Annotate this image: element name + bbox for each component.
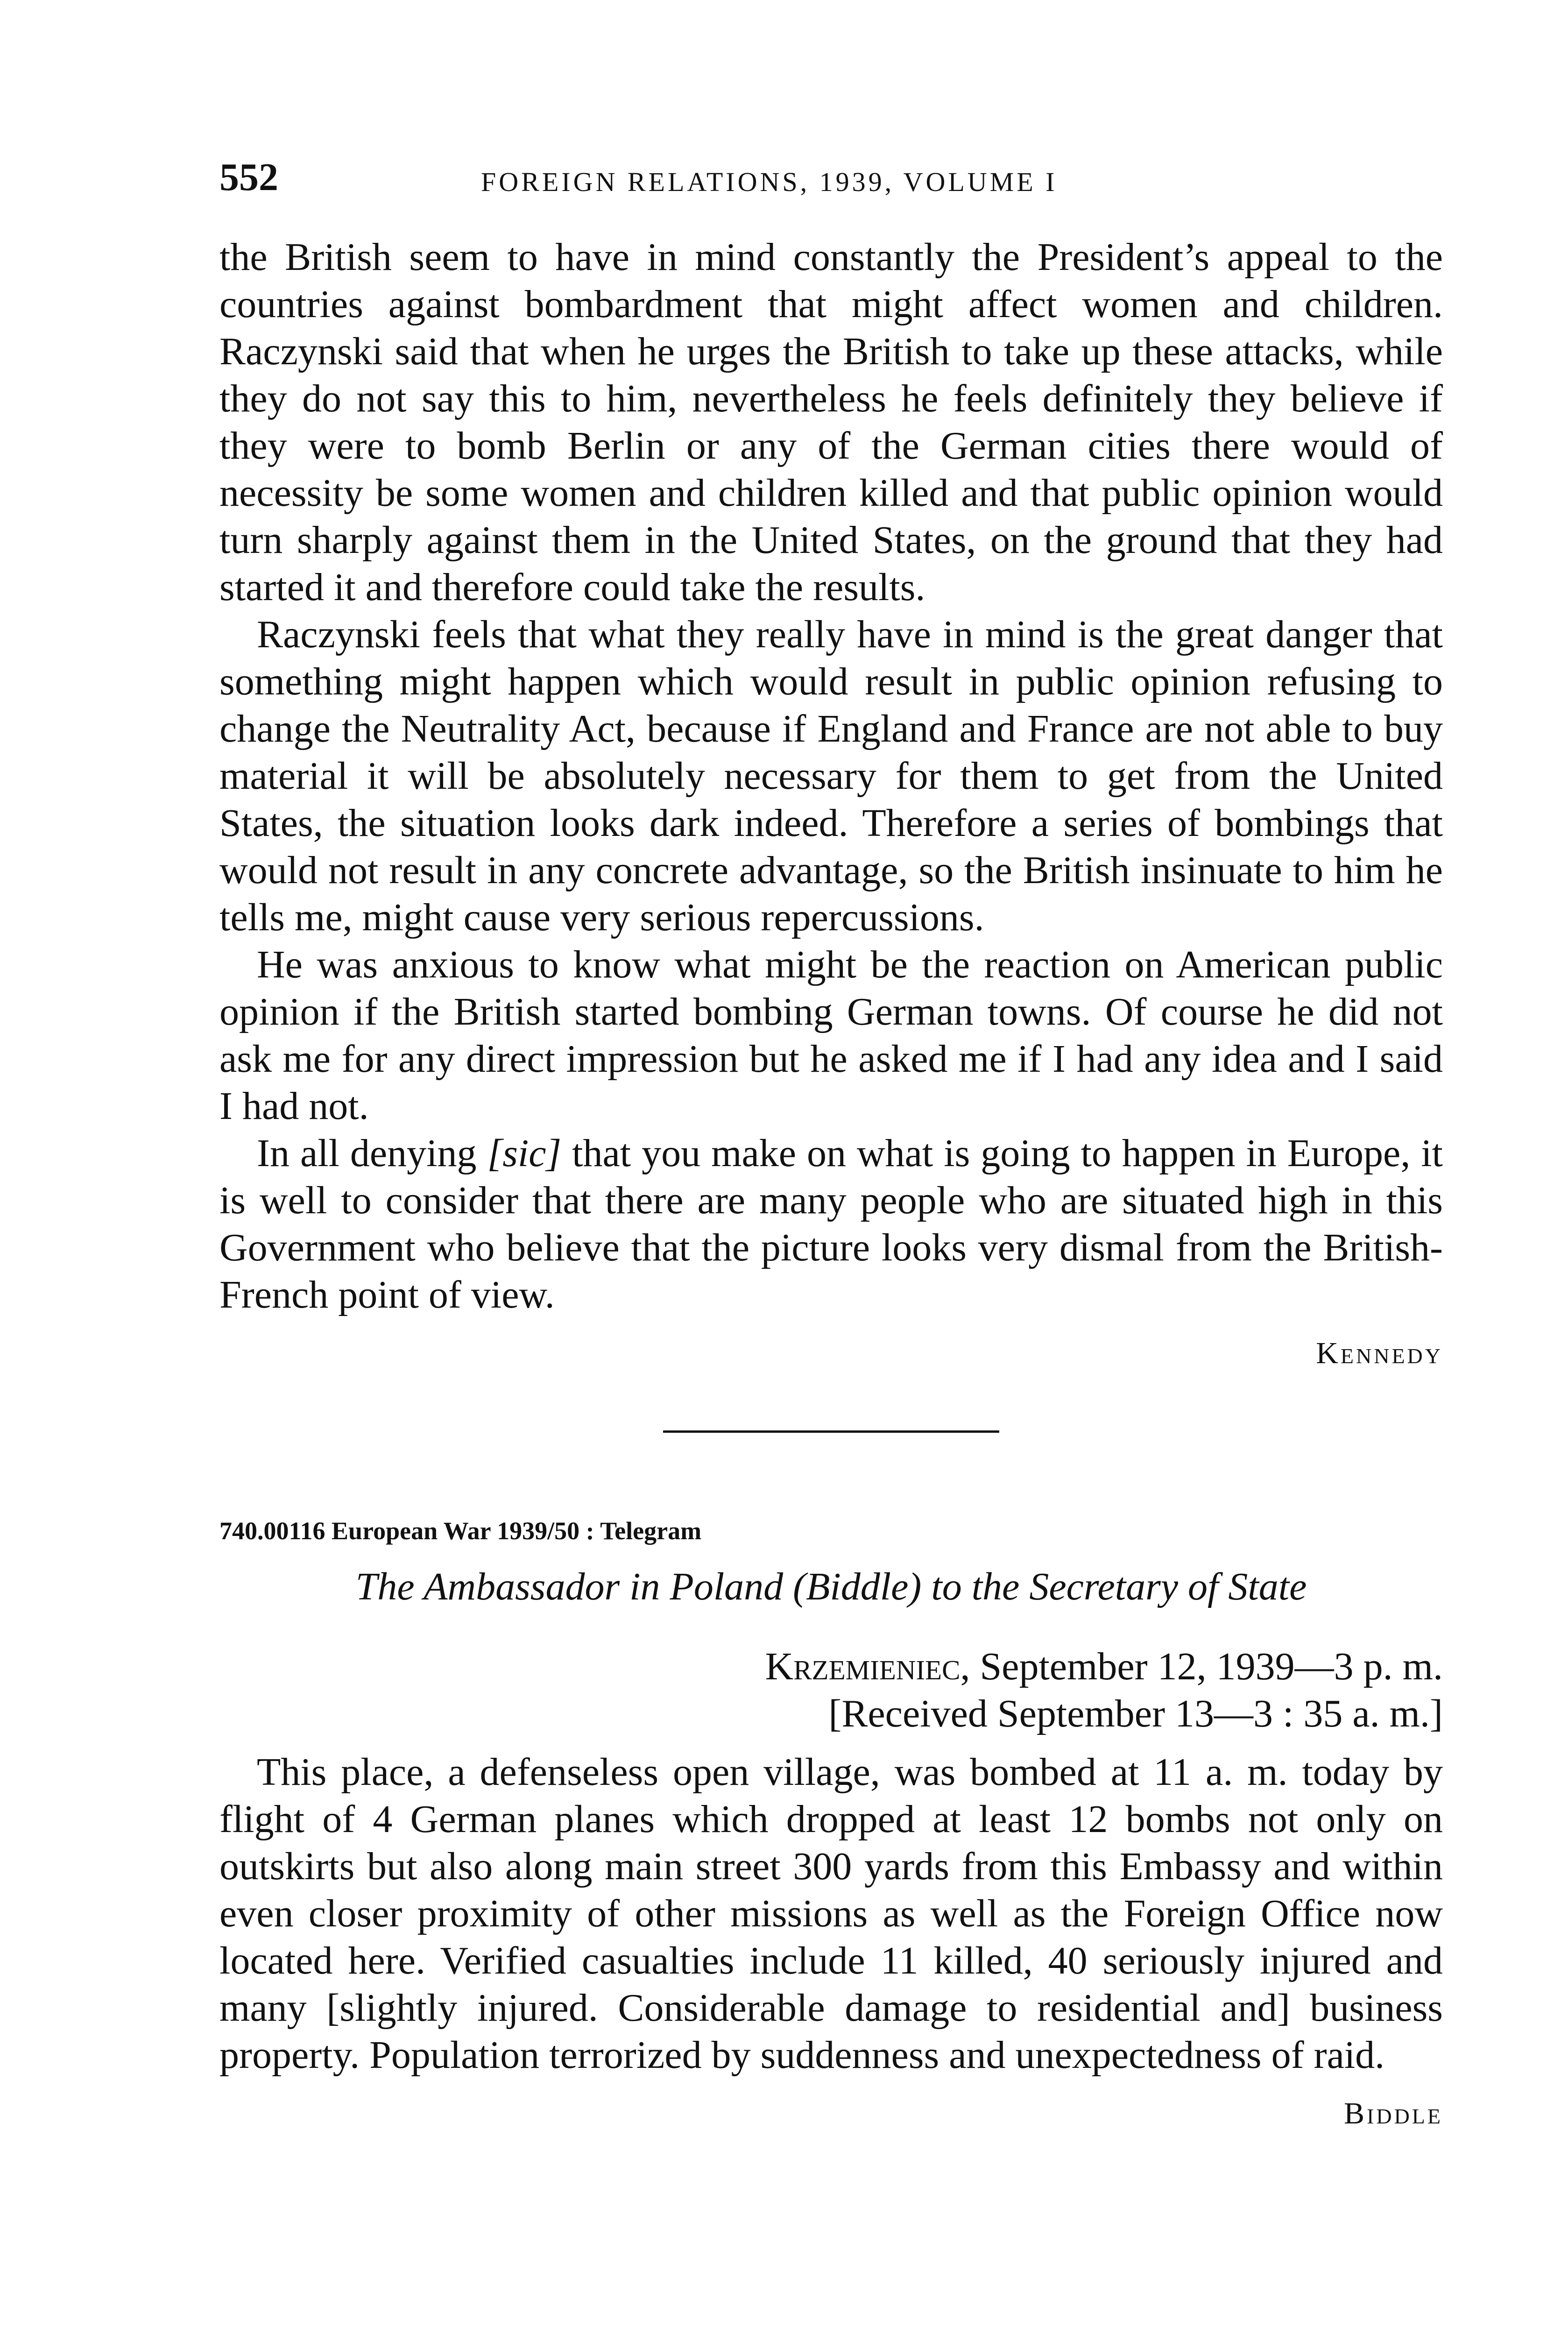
page-number: 552 [219, 156, 278, 199]
paragraph: He was anxious to know what might be the reaction on American public opinion if the British started bombing German towns. Of course he did not ask me for any direct impression but he asked me if I had any idea and I said I had not. [219, 943, 1443, 1128]
document-biddle [219, 1512, 1443, 2139]
section-divider [663, 1430, 999, 1433]
received-line: [Received September 13—3 : 35 a. m.] [828, 1692, 1443, 1735]
running-header [219, 154, 1443, 201]
dateline-place: Krzemieniec [765, 1645, 961, 1688]
paragraph: This place, a defenseless open village, was bombed at 11 a. m. today by flight of 4 German planes which dropped at least 12 bombs not only on outskirts but also along main street 300 yards from this Embassy and within even closer proximity of other missions as well as the Foreign Office now located here. Verified casualties include 11 killed, 40 seriously injured and many [slightly injured. Considerable damage to residential and] business property. Population terrorized by suddenness and unexpectedness of raid. [219, 1750, 1443, 2077]
running-title: FOREIGN RELATIONS, 1939, VOLUME I [481, 167, 1058, 197]
document-page [219, 154, 1443, 2139]
sic-note: [sic] [487, 1132, 562, 1175]
dateline [219, 1643, 1443, 1690]
signature-kennedy: Kennedy [1316, 1336, 1443, 1370]
paragraph: Raczynski feels that what they really have in mind is the great danger that something might happen which would result in public opinion refusing to change the Neutrality Act, because if England and France are not able to buy material it will be absolutely necessary for them to get from the United States, the situation looks dark indeed. Therefore a series of bombings that would not result in any concrete advantage, so the British insinuate to him he tells me, might cause very serious repercussions. [219, 613, 1443, 939]
file-reference: 740.00116 European War 1939/50 : Telegram [219, 1517, 702, 1545]
paragraph-text: that you make on what is going to happen in Europe, it is well to consider that there are many people who are situated high in this Government who believe that the picture looks very dismal from the British-French point of view. [219, 1132, 1443, 1316]
document-title: The Ambassador in Poland (Biddle) to the Secretary of State [355, 1565, 1307, 1608]
signature-biddle: Biddle [1344, 2096, 1443, 2130]
paragraph-last [219, 1130, 1443, 1318]
paragraph-continued: the British seem to have in mind constantly the President’s appeal to the countries against bombardment that might affect women and children. Raczynski said that when he urges the British to take up these attacks, while they do not say this to him, nevertheless he feels definitely they believe if they were to bomb Berlin or any of the German cities there would of necessity be some women and children killed and that public opinion would turn sharply against them in the United States, on the ground that they had started it and therefore could take the results. [219, 235, 1443, 609]
paragraph-text: In all denying [257, 1132, 487, 1175]
dateline-date: , September 12, 1939—3 p. m. [960, 1645, 1443, 1688]
document-kennedy [219, 234, 1443, 1379]
